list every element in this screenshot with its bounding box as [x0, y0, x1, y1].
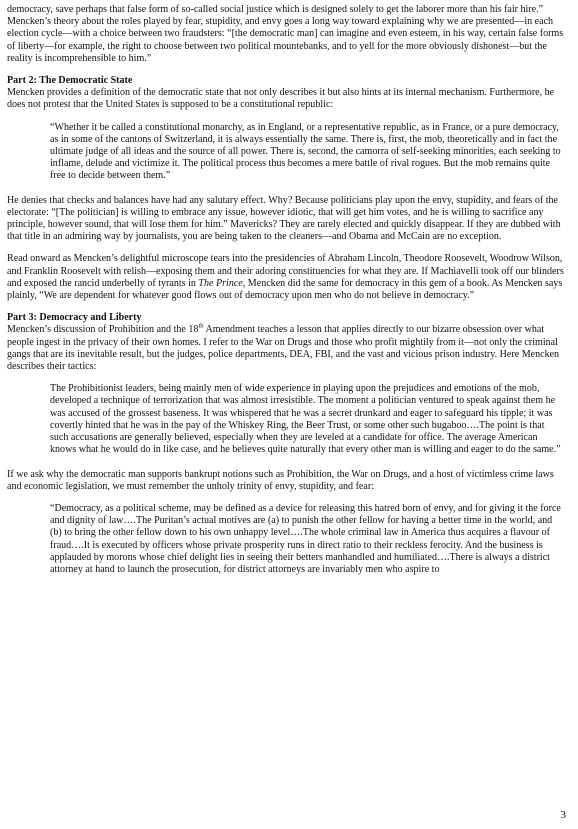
- democracy-definition-block-quote: “Democracy, as a political scheme, may be defined as a device for releasing this hatred born of envy, and for giving it the force and dignity of law….The Puritan’s actual motives are (a) to punish the other fellow for having a better time in the world, and (b) to bring the other fellow down to his own unhappy level….The whole criminal law in America thus acquires a flavour of fraud….It is executed by officers whose private prosperity runs in direct ratio to their reckless ferocity. And the business is applauded by morons whose chief delight lies in seeing their betters manhandled and humiliated….There is always a district attorney at hand to launch the prosecution, for district attorneys are invariably men who aspire to: [50, 502, 561, 575]
- part3-lead-text-after: Amendment teaches a lesson that applies directly to our bizarre obsession over what people ingest in the privacy of their own homes. I refer to the War on Drugs and those who profit mightily from it—not only the criminal gangs that are its inevitable result, but the judges, police departments, DEA, FBI, and the vast and vicious prison industry. Here Mencken describes their tactics:: [7, 324, 560, 373]
- part3-heading: Part 3: Democracy and Liberty: [7, 312, 142, 324]
- part2-block-quote: “Whether it be called a constitutional monarchy, as in England, or a representative republic, as in France, or a pure democracy, as in some of the cantons of Switzerland, it is always essentially the same. There is, first, the mob, theoretically and in fact the ultimate judge of all ideas and the source of all power. There is, second, the camorra of self-seeking minorities, each seeking to inflame, delude and victimize it. The political process thus becomes a mere battle of rival rogues. But the mob remains quite free to decide between them.”: [50, 121, 561, 182]
- intro-paragraph: democracy, save perhaps that false form of so-called social justice which is designed solely to get the laborer more than his fair hire.” Mencken’s theory about the roles played by fear, stupidity, and envy goes a long way toward explaining why we are presented—in each election cycle—with a choice between two fraudsters: “[the democratic man] can imagine and even esteem, in his way, certain false forms of liberty—for example, the right to choose between two political mountebanks, and to yell for the more obviously dishonest—but the reality is incomprehensible to him.”: [7, 4, 564, 64]
- book-title-the-prince: The Prince: [198, 277, 243, 289]
- part3-lead-text-before: Mencken’s discussion of Prohibition and the 18: [7, 324, 199, 336]
- presidencies-text-before: Read onward as Mencken’s delightful microscope tears into the presidencies of Abraham Lincoln, Theodore Roosevelt, Woodrow Wilson, and Franklin Roosevelt with relish—exposing them and their adoring constituencies for what they are. If Machiavelli took off our blinders and exposed the rancid underbelly of tyrants in: [7, 253, 564, 289]
- presidencies-text-after: , Mencken did the same for democracy in this gem of a book. As Mencken says plainly, “We are dependent for whatever good flows out of democracy upon men who do not believe in democracy.”: [7, 277, 563, 302]
- part2-lead-paragraph: Mencken provides a definition of the democratic state that not only describes it but also hints at its internal mechanism. Furthermore, he does not protest that the United States is supposed to be a constitutional republic:: [7, 87, 555, 111]
- ordinal-superscript: th: [198, 323, 204, 331]
- prohibition-block-quote: The Prohibitionist leaders, being mainly men of wide experience in playing upon the prejudices and emotions of the mob, developed a technique of terrorization that was almost irresistible. The moment a politician ventured to speak against them he was accused of the grossest baseness. It was whispered that he was a secret drunkard and eager to safeguard his tipple; it was covertly hinted that he was in the pay of the Whiskey Ring, the Beer Trust, or some other such bugaboo….The point is that such accusations are generally believed, especially when they are leveled at a candidate for office. The average American knows what he would do in like case, and he believes quite naturally that every other man is willing and eager to do the same.”: [50, 383, 561, 456]
- page-number: 3: [560, 808, 566, 821]
- part2-presidencies-paragraph: [7, 253, 564, 302]
- part2-heading: Part 2: The Democratic State: [7, 75, 133, 87]
- part3-trinity-paragraph: If we ask why the democratic man supports bankrupt notions such as Prohibition, the War on Drugs, and a host of victimless crime laws and economic legislation, we must remember the unholy trinity of envy, stupidity, and fear:: [7, 468, 554, 492]
- part3-lead-paragraph: [7, 324, 564, 373]
- part2-checks-and-balances-paragraph: He denies that checks and balances have had any salutary effect. Why? Because politicians play upon the envy, stupidity, and fears of the electorate: “[The politician] is willing to embrace any issue, however idiotic, that will get him votes, and he is willing to sacrifice any principle, however sound, that will lose them for him.” Mavericks? They are rarely elected and quickly disappear. If they are dubbed with that title in an admiring way by journalists, you are being taken to the cleaners—and Obama and McCain are no exception.: [7, 194, 561, 243]
